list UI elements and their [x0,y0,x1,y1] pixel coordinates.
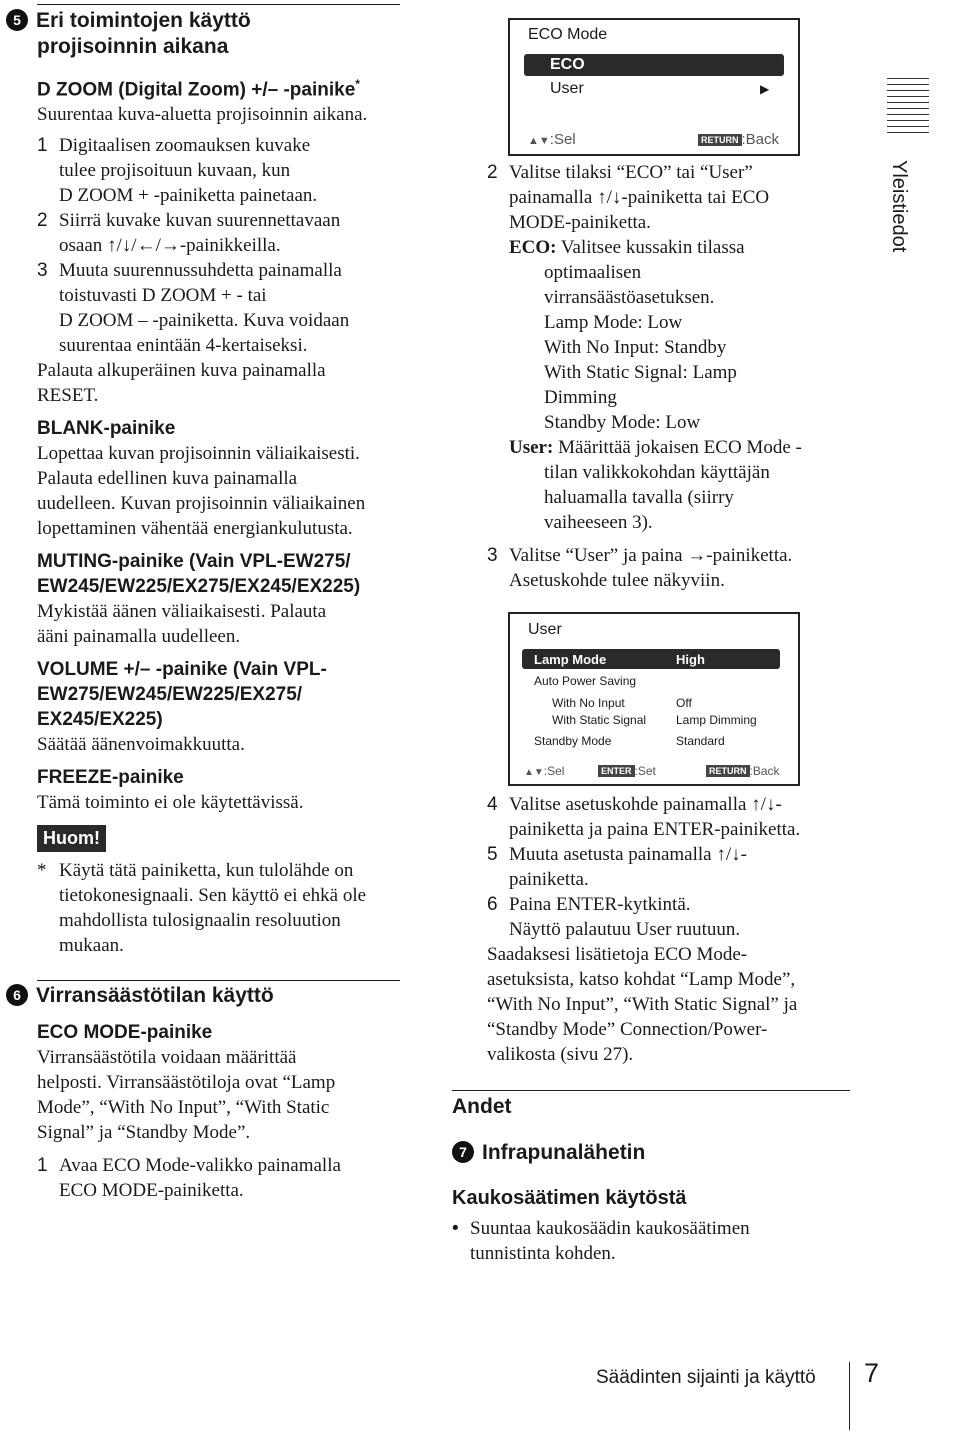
eco-mode-menu-screen [508,18,800,156]
menu-value-with-no-input: Off [676,696,692,710]
tab-rule [887,120,929,122]
remote-usage-heading: Kaukosäätimen käytöstä [452,1187,687,1209]
tab-rule [887,96,929,98]
right-column-top [487,160,857,593]
section-7-title: 7 Infrapunalähetin [452,1140,645,1166]
muting-heading: MUTING-painike (Vain VPL-EW275/ EW245/EW225/EX275/EX245/EX225) [37,551,361,598]
menu-row-with-no-input[interactable]: With No Input [552,696,625,710]
step-1: 1 Avaa ECO Mode-valikko painamalla ECO MODE-painiketta. [37,1155,341,1201]
tab-rule [887,126,929,128]
menu-row-lamp-mode[interactable]: Lamp Mode High [522,649,780,669]
eco-description: ECO: Valitsee kussakin tilassa optimaalisen virransäästöasetuksen. Lamp Mode: Low With No Input: Standby With Static Signal: Lamp Dimming Standby Mode: Low [509,237,745,433]
muting-text: Mykistää äänen väliaikaisesti. Palauta ääni painamalla uudelleen. [37,601,327,648]
set-hint: ENTER :Set [598,764,656,778]
section-rule [452,1090,850,1091]
menu-row-standby-mode[interactable]: Standby Mode [534,734,612,748]
tab-rule [887,90,929,92]
page-number: 7 [864,1358,880,1388]
section-5-title: 5 Eri toimintojen käyttö projisoinnin aikana [6,8,406,60]
section-rule [37,980,400,981]
up-down-keys-icon: ▲▼ [528,135,550,147]
menu-item-user[interactable]: User [550,80,584,97]
sel-hint: ▲▼:Sel [524,764,565,778]
section-number-badge: 6 [6,984,28,1006]
menu-item-eco[interactable]: ECO [524,54,784,76]
dzoom-step: 3 Muuta suurennussuhdetta painamalla toistuvasti D ZOOM + - tai D ZOOM – -painiketta. Kuva voidaan suurentaa enintään 4-kertaiseksi. [37,260,350,357]
remote-usage-text: • Suuntaa kaukosäädin kaukosäätimen tunnistinta kohden. [452,1218,750,1264]
step-6: 6 Paina ENTER-kytkintä. Näyttö palautuu User ruutuun. [487,894,741,940]
footer-divider [849,1362,850,1430]
blank-text: Lopettaa kuvan projisoinnin väliaikaisesti. Palauta edellinen kuva painamalla uudelleen. Kuvan projisoinnin väliaikainen lopettaminen vähentää energiankulutusta. [37,443,366,540]
menu-row-auto-power-saving[interactable]: Auto Power Saving [534,674,637,688]
volume-heading: VOLUME +/– -painike (Vain VPL- EW275/EW245/EW225/EX275/ EX245/EX225) [37,659,327,731]
menu-title: ECO Mode [528,26,608,43]
footer-text: Säädinten sijainti ja käyttö [596,1367,816,1388]
user-description: User: Määrittää jokaisen ECO Mode - tilan valikkokohdan käyttäjän haluamalla tavalla (siirry vaiheeseen 3). [509,437,802,533]
note-text: * Käytä tätä painiketta, kun tulolähde on tietokonesignaali. Sen käyttö ei ehkä ole mahdollista tulosignaalin resoluution mukaan. [37,860,367,957]
step-3: 3 Valitse “User” ja paina →-painiketta. Asetuskohde tulee näkyviin. [487,545,793,591]
eco-mode-heading: ECO MODE-painike [37,1022,213,1043]
dzoom-intro: Suurentaa kuva-aluetta projisoinnin aikana. [37,104,368,126]
step-5: 5 Muuta asetusta painamalla ↑/↓- painiketta. [487,844,747,890]
step-4: 4 Valitse asetuskohde painamalla ↑/↓- painiketta ja paina ENTER-painiketta. [487,794,801,840]
section-number-badge: 7 [452,1141,474,1163]
andet-heading: Andet [452,1095,512,1118]
submenu-arrow-icon: ▶ [760,82,770,96]
tab-rule [887,102,929,104]
menu-value-with-static-signal: Lamp Dimming [676,713,757,727]
tab-rule [887,108,929,110]
side-tab-label: Yleistiedot [888,160,910,253]
menu-title: User [528,621,562,638]
more-info-text: Saadaksesi lisätietoja ECO Mode- asetuksista, katso kohdat “Lamp Mode”, “With No Input”, “With Static Signal” ja “Standby Mode” Connection/Power- valikosta (sivu 27). [487,944,798,1065]
return-key-icon: RETURN [698,134,742,146]
return-key-icon: RETURN [706,765,750,777]
blank-heading: BLANK-painike [37,418,176,440]
back-hint: RETURN :Back [698,131,779,148]
eco-mode-text: Virransäästötila voidaan määrittää helposti. Virransäästötiloja ovat “Lamp Mode”, “With No Input”, “With Static Signal” ja “Standby Mode”. [37,1047,336,1143]
dzoom-reset: Palauta alkuperäinen kuva painamalla RESET. [37,360,326,407]
menu-value-standby-mode: Standard [676,734,725,748]
freeze-heading: FREEZE-painike [37,767,184,789]
tab-rule [887,84,929,86]
left-column [37,72,417,958]
tab-rule [887,114,929,116]
volume-text: Säätää äänenvoimakkuutta. [37,734,245,756]
menu-row-with-static-signal[interactable]: With Static Signal [552,713,647,727]
dzoom-step: 1 Digitaalisen zoomauksen kuvake tulee projisoituun kuvaan, kun D ZOOM + -painiketta painetaan. [37,135,318,207]
dzoom-heading: D ZOOM (Digital Zoom) +/– -painike* [37,77,360,101]
right-column-bottom [487,792,857,1067]
section-6-body [37,1020,417,1203]
tab-rule [887,78,929,80]
section-6-title: 6 Virransäästötilan käyttö [6,983,274,1009]
enter-key-icon: ENTER [598,765,635,777]
tab-rule [887,132,929,134]
step-2: 2 Valitse tilaksi “ECO” tai “User” painamalla ↑/↓-painiketta tai ECO MODE-painiketta. [487,162,770,233]
section-rule [37,4,400,5]
section-number-badge: 5 [6,9,28,31]
user-menu-screen [508,612,800,786]
dzoom-steps [37,133,417,358]
back-hint: RETURN :Back [706,764,780,778]
up-down-keys-icon: ▲▼ [524,767,544,778]
sel-hint: ▲▼:Sel [528,131,576,148]
dzoom-step: 2 Siirrä kuvake kuvan suurennettavaan osaan ↑/↓/←/→-painikkeilla. [37,210,341,257]
freeze-text: Tämä toiminto ei ole käytettävissä. [37,792,304,814]
note-badge: Huom! [37,825,106,852]
